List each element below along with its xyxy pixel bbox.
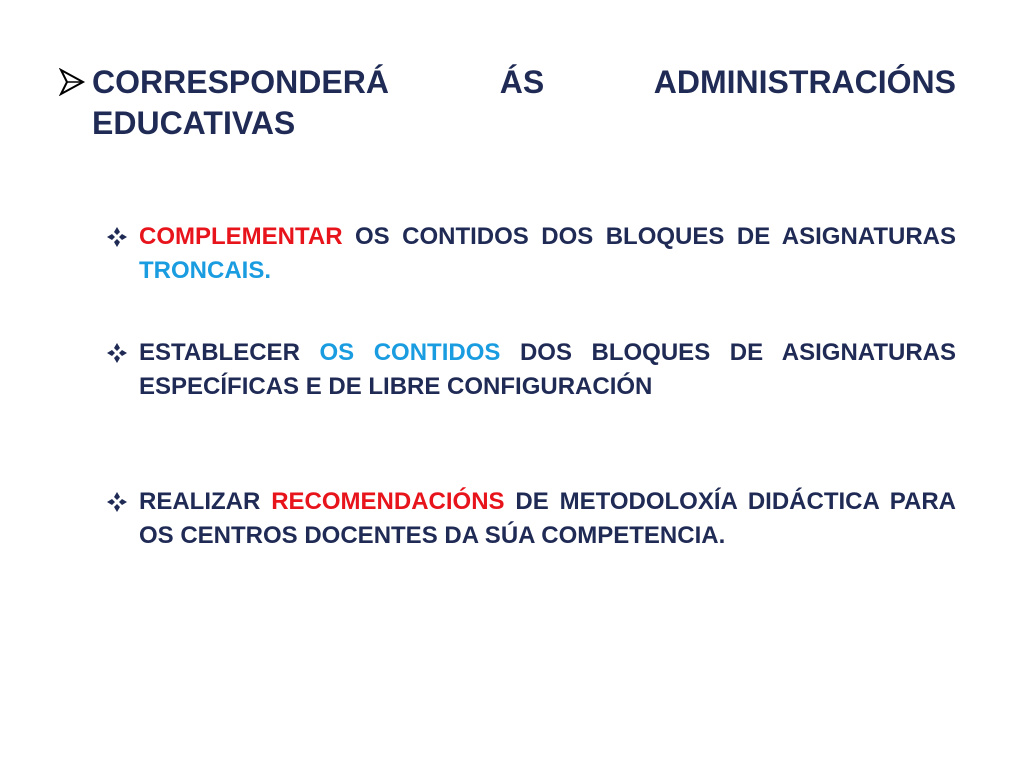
highlight-red: RECOMENDACIÓNS (271, 488, 505, 515)
heading-text: CORRESPONDERÁ ÁS ADMINISTRACIÓNS EDUCATIVAS (92, 64, 956, 141)
highlight-red: COMPLEMENTAR (139, 223, 343, 250)
plain-text: DE METODOLOXÍA DIDÁCTICA PARA OS CENTROS DOCENTES DA SÚA COMPETENCIA. (139, 488, 957, 549)
list-item-text (139, 485, 956, 553)
highlight-blue: TRONCAIS. (139, 257, 271, 284)
arrow-bullet-icon (58, 68, 92, 101)
list-item-realizar (106, 485, 956, 553)
heading-item (58, 62, 956, 144)
plain-text: OS CONTIDOS DOS BLOQUES DE ASIGNATURAS (342, 223, 956, 250)
diamond-bullet-icon (106, 226, 139, 253)
plain-text: REALIZAR (139, 488, 272, 515)
list-item-establecer (106, 336, 956, 404)
list-item-complementar (106, 220, 956, 288)
plain-text: ESTABLECER (139, 339, 320, 366)
plain-text: DOS BLOQUES DE ASIGNATURAS ESPECÍFICAS E DE LIBRE CONFIGURACIÓN (139, 339, 957, 400)
diamond-bullet-icon (106, 491, 139, 518)
list-item-text (139, 220, 956, 288)
list-item-text (139, 336, 956, 404)
highlight-blue: OS CONTIDOS (319, 339, 501, 366)
diamond-bullet-icon (106, 342, 139, 369)
